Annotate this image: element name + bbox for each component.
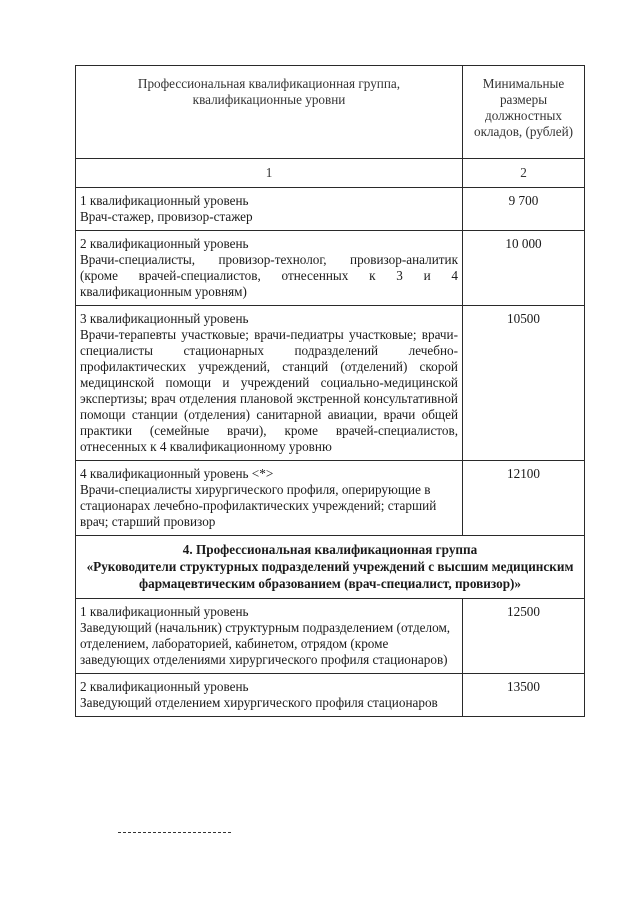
footnote-separator xyxy=(118,832,231,833)
salary-table xyxy=(75,65,585,717)
level-cell xyxy=(76,188,463,231)
header-salary-cell: Минимальные размеры должностных окладов, (рублей) xyxy=(463,66,585,159)
table-header-row xyxy=(76,66,585,159)
level-description: Заведующий (начальник) структурным подразделением (отделом, отделением, лабораторией, кабинетом, отрядом (кроме заведующих отделениями хирургического профиля стационаров) xyxy=(80,620,451,667)
table-row xyxy=(76,306,585,461)
level-title: 2 квалификационный уровень xyxy=(80,679,249,694)
level-description: Заведующий отделением хирургического профиля стационаров xyxy=(80,695,438,710)
table-row xyxy=(76,599,585,674)
salary-value: 10500 xyxy=(463,306,585,461)
level-cell xyxy=(76,599,463,674)
column-index-2: 2 xyxy=(463,159,585,188)
salary-value: 12500 xyxy=(463,599,585,674)
salary-value: 12100 xyxy=(463,461,585,536)
level-description: Врачи-специалисты, провизор-технолог, провизор-аналитик (кроме врачей-специалистов, отнесенных к 3 и 4 квалификационным уровням) xyxy=(80,252,458,299)
salary-value: 13500 xyxy=(463,674,585,717)
column-index-1: 1 xyxy=(76,159,463,188)
salary-value: 10 000 xyxy=(463,231,585,306)
table-row xyxy=(76,461,585,536)
level-description: Врачи-специалисты хирургического профиля, оперирующие в стационарах лечебно-профилактических учреждений; старший врач; старший провизор xyxy=(80,482,437,529)
group-heading-row xyxy=(76,536,585,599)
level-cell xyxy=(76,461,463,536)
table-row xyxy=(76,674,585,717)
level-cell xyxy=(76,306,463,461)
level-cell xyxy=(76,674,463,717)
level-title: 1 квалификационный уровень xyxy=(80,604,249,619)
group-heading xyxy=(76,536,585,599)
level-description: Врач-стажер, провизор-стажер xyxy=(80,209,253,224)
level-cell xyxy=(76,231,463,306)
table-row xyxy=(76,188,585,231)
level-title: 1 квалификационный уровень xyxy=(80,193,249,208)
group-name: «Руководители структурных подразделений учреждений с высшим медицинским фармацевтическим образованием (врач-специалист, провизор)» xyxy=(86,559,574,591)
level-title: 2 квалификационный уровень xyxy=(80,236,249,251)
level-title: 4 квалификационный уровень <*> xyxy=(80,466,274,481)
group-number-title: 4. Профессиональная квалификационная группа xyxy=(182,542,478,557)
header-group-cell: Профессиональная квалификационная группа, квалификационные уровни xyxy=(76,66,463,159)
level-title: 3 квалификационный уровень xyxy=(80,311,249,326)
level-description: Врачи-терапевты участковые; врачи-педиатры участковые; врачи-специалисты стационарных подразделений лечебно-профилактических учреждений, станций (отделений) скорой медицинской помощи и учреждений социально-медицинской экспертизы; врач отделения плановой экстренной консультативной помощи станции (отделения) санитарной авиации, врачи общей практики (семейные врачи), кроме врачей-специалистов, отнесенных к 4 квалификационному уровню xyxy=(80,327,458,454)
table-row xyxy=(76,231,585,306)
salary-value: 9 700 xyxy=(463,188,585,231)
column-index-row xyxy=(76,159,585,188)
